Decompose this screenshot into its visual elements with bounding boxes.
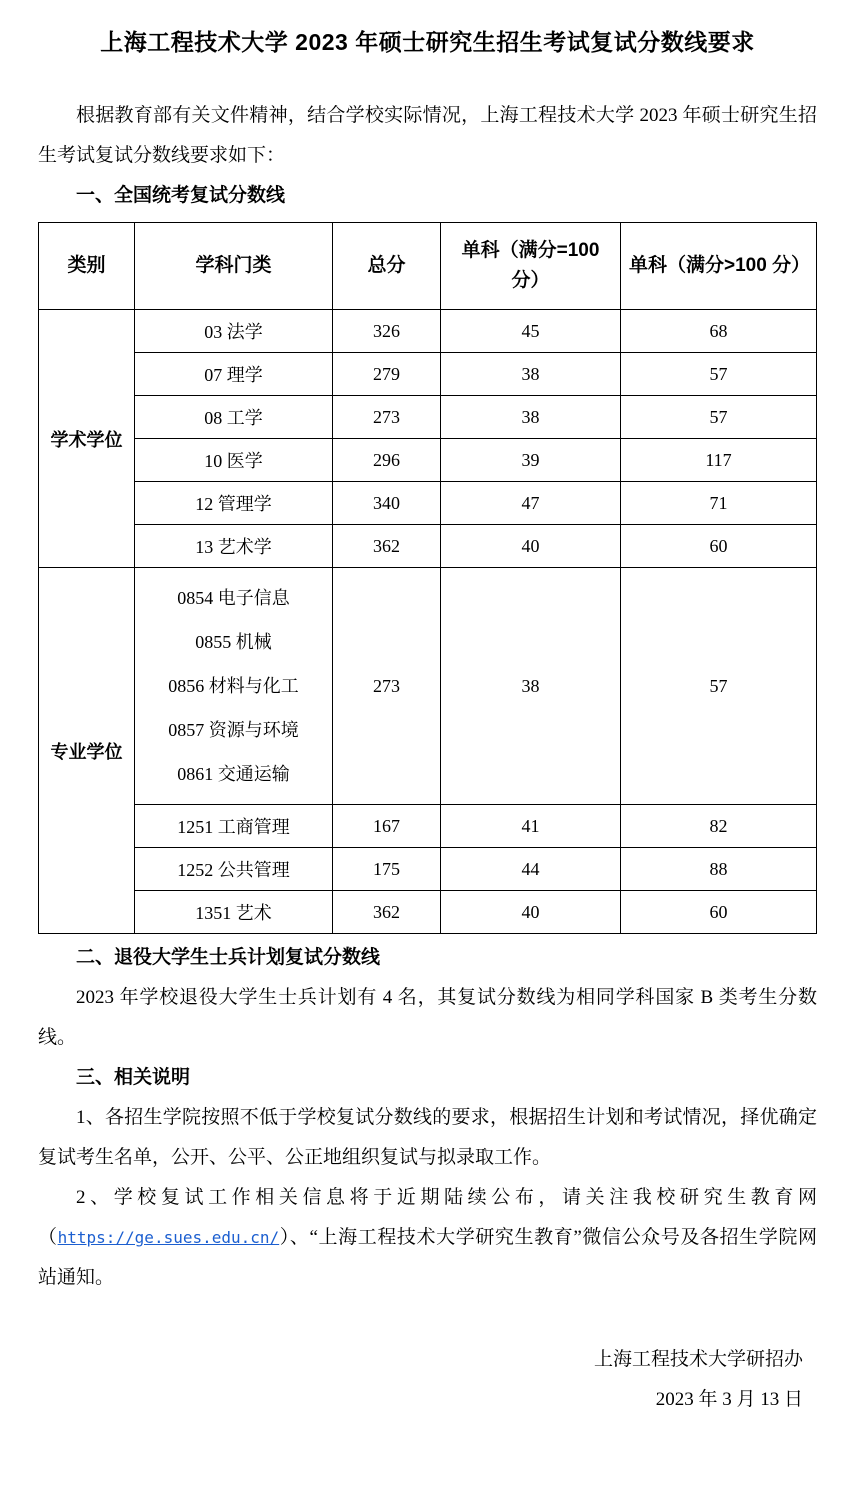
section-heading-2: 二、退役大学生士兵计划复试分数线 bbox=[76, 947, 381, 969]
table-header-row bbox=[39, 223, 817, 310]
subject-cell: 1351 艺术 bbox=[135, 891, 333, 934]
table-row bbox=[39, 396, 817, 439]
page-title: 上海工程技术大学 2023 年硕士研究生招生考试复试分数线要求 bbox=[100, 29, 755, 55]
single-gt100-cell: 60 bbox=[621, 891, 817, 934]
single-100-cell: 38 bbox=[441, 568, 621, 805]
signature-block bbox=[38, 1340, 817, 1420]
total-cell: 175 bbox=[333, 848, 441, 891]
subject-cell: 10 医学 bbox=[135, 439, 333, 482]
column-header-subject: 学科门类 bbox=[135, 223, 333, 310]
single-gt100-cell: 88 bbox=[621, 848, 817, 891]
single-100-cell: 40 bbox=[441, 525, 621, 568]
total-cell: 273 bbox=[333, 396, 441, 439]
table-row bbox=[39, 482, 817, 525]
table-row bbox=[39, 568, 817, 805]
intro-paragraph: 根据教育部有关文件精神，结合学校实际情况，上海工程技术大学 2023 年硕士研究生招生考试复试分数线要求如下： bbox=[38, 105, 817, 167]
signature-organization: 上海工程技术大学研招办 bbox=[593, 1349, 803, 1371]
table-row bbox=[39, 310, 817, 353]
single-100-cell: 41 bbox=[441, 805, 621, 848]
table-row bbox=[39, 525, 817, 568]
subject-line: 0861 交通运输 bbox=[177, 764, 290, 785]
note-2 bbox=[38, 1178, 817, 1298]
single-gt100-cell: 57 bbox=[621, 396, 817, 439]
section-2-paragraph: 2023 年学校退役大学生士兵计划有 4 名，其复试分数线为相同学科国家 B 类考生分数线。 bbox=[38, 987, 817, 1049]
section-heading-3: 三、相关说明 bbox=[76, 1067, 191, 1089]
subject-cell: 07 理学 bbox=[135, 353, 333, 396]
table-row bbox=[39, 891, 817, 934]
subject-cell: 1251 工商管理 bbox=[135, 805, 333, 848]
total-cell: 273 bbox=[333, 568, 441, 805]
total-cell: 340 bbox=[333, 482, 441, 525]
total-cell: 362 bbox=[333, 891, 441, 934]
single-100-cell: 45 bbox=[441, 310, 621, 353]
note-2-text-before: 2、学校复试工作相关信息将于近期陆续公布，请关注我校研究生教育网（ bbox=[38, 1187, 817, 1249]
section-heading-1: 一、全国统考复试分数线 bbox=[76, 185, 286, 207]
single-gt100-cell: 57 bbox=[621, 353, 817, 396]
signature-date: 2023 年 3 月 13 日 bbox=[655, 1389, 803, 1411]
subject-cell-group bbox=[135, 568, 333, 805]
single-gt100-cell: 57 bbox=[621, 568, 817, 805]
single-100-cell: 38 bbox=[441, 353, 621, 396]
column-header-single-gt100: 单科（满分>100 分） bbox=[621, 223, 817, 310]
subject-line: 0857 资源与环境 bbox=[168, 720, 299, 741]
note-1: 1、各招生学院按照不低于学校复试分数线的要求，根据招生计划和考试情况，择优确定复试考生名单，公开、公平、公正地组织复试与拟录取工作。 bbox=[38, 1107, 817, 1169]
single-gt100-cell: 71 bbox=[621, 482, 817, 525]
subject-cell: 03 法学 bbox=[135, 310, 333, 353]
table-row bbox=[39, 353, 817, 396]
category-cell-professional: 专业学位 bbox=[39, 568, 135, 934]
graduate-education-site-link[interactable]: https://ge.sues.edu.cn/ bbox=[57, 1228, 280, 1248]
subject-cell: 12 管理学 bbox=[135, 482, 333, 525]
single-100-cell: 40 bbox=[441, 891, 621, 934]
subject-line: 0854 电子信息 bbox=[177, 588, 290, 609]
total-cell: 362 bbox=[333, 525, 441, 568]
single-100-cell: 39 bbox=[441, 439, 621, 482]
total-cell: 326 bbox=[333, 310, 441, 353]
column-header-total: 总分 bbox=[333, 223, 441, 310]
single-100-cell: 47 bbox=[441, 482, 621, 525]
single-gt100-cell: 60 bbox=[621, 525, 817, 568]
subject-line: 0856 材料与化工 bbox=[168, 676, 299, 697]
total-cell: 279 bbox=[333, 353, 441, 396]
column-header-single-100: 单科（满分=100 分） bbox=[441, 223, 621, 310]
category-cell-academic: 学术学位 bbox=[39, 310, 135, 568]
total-cell: 296 bbox=[333, 439, 441, 482]
total-cell: 167 bbox=[333, 805, 441, 848]
single-gt100-cell: 82 bbox=[621, 805, 817, 848]
subject-cell: 13 艺术学 bbox=[135, 525, 333, 568]
subject-line: 0855 机械 bbox=[195, 632, 272, 653]
table-row bbox=[39, 805, 817, 848]
score-table bbox=[38, 222, 817, 934]
single-100-cell: 38 bbox=[441, 396, 621, 439]
table-row bbox=[39, 439, 817, 482]
column-header-category: 类别 bbox=[39, 223, 135, 310]
spacer bbox=[38, 64, 817, 96]
subject-cell: 1252 公共管理 bbox=[135, 848, 333, 891]
subject-cell: 08 工学 bbox=[135, 396, 333, 439]
single-100-cell: 44 bbox=[441, 848, 621, 891]
single-gt100-cell: 68 bbox=[621, 310, 817, 353]
note-2-text-after: ）、“上海工程技术大学研究生教育”微信公众号及各招生学院网站通知。 bbox=[38, 1227, 817, 1289]
single-gt100-cell: 117 bbox=[621, 439, 817, 482]
table-row bbox=[39, 848, 817, 891]
